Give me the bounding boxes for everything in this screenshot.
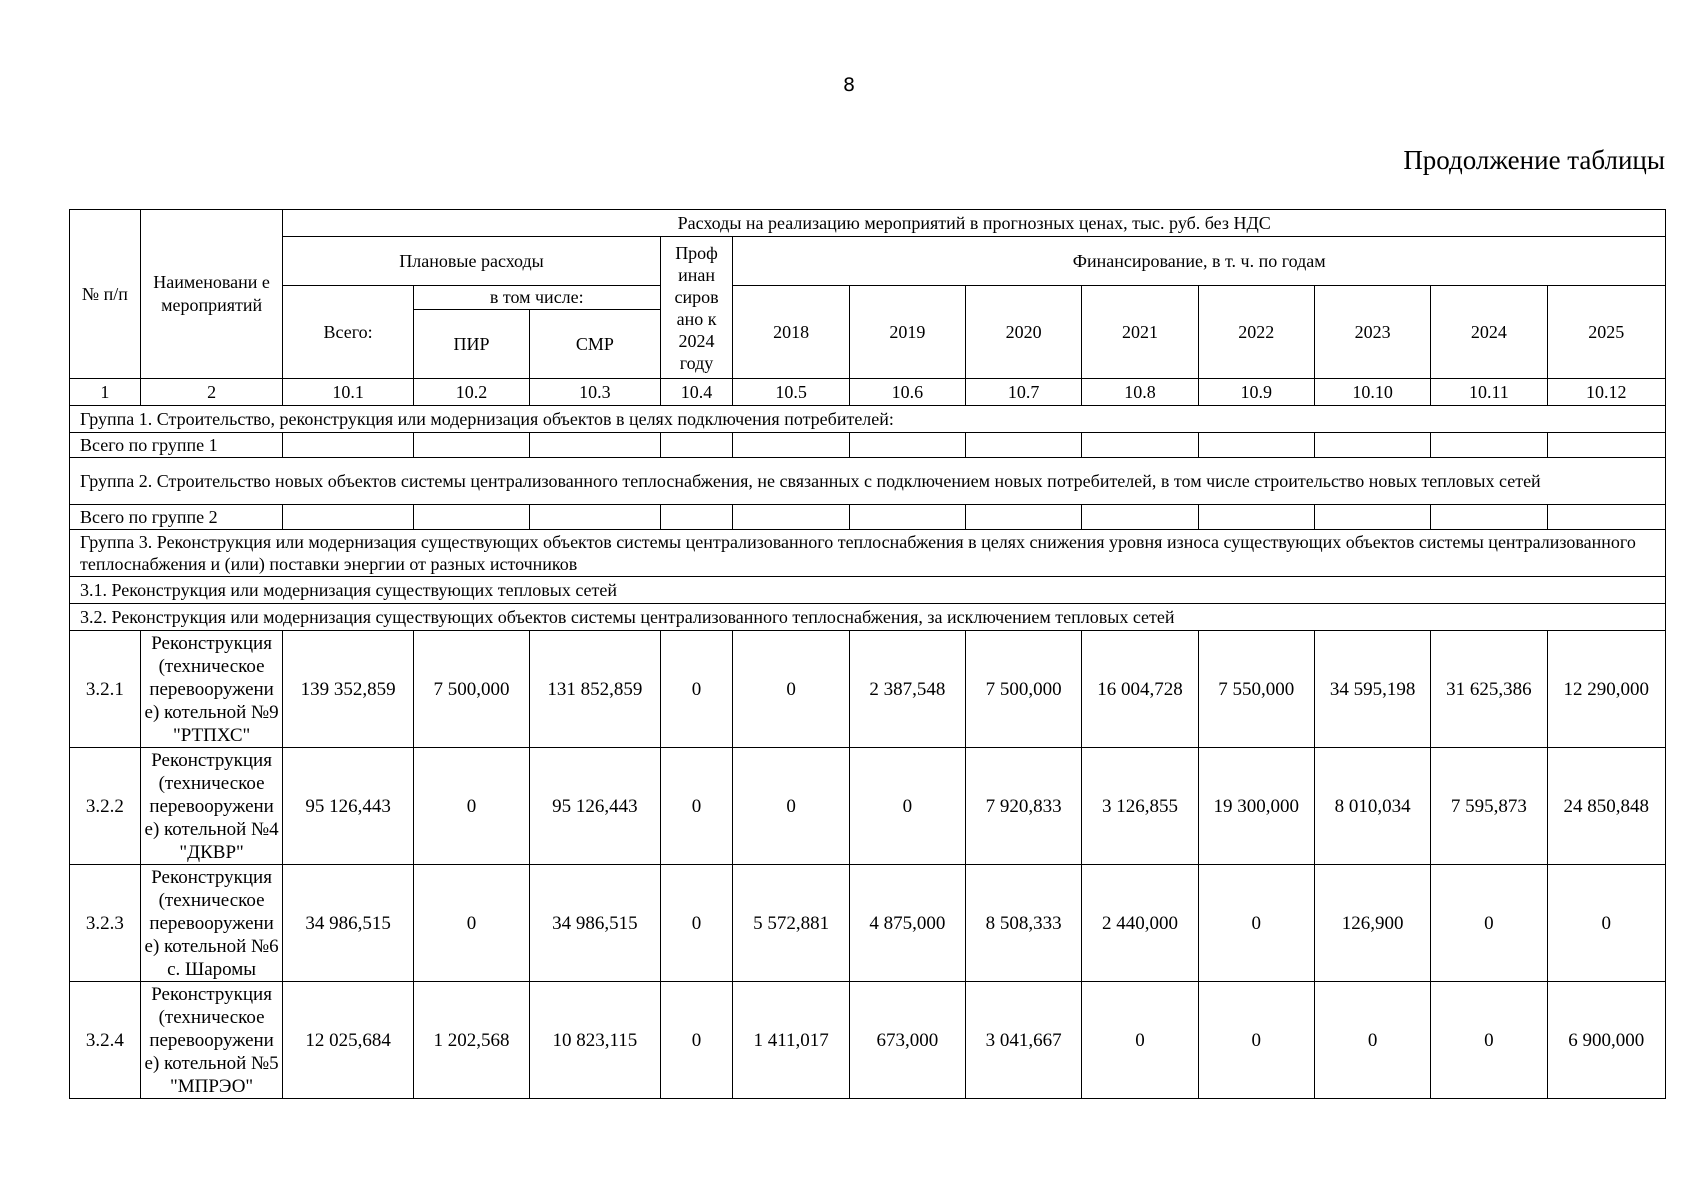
row-value: 10 823,115 [530,982,660,1099]
row-value: 34 595,198 [1314,631,1430,748]
column-number: 1 [70,379,141,406]
row-value: 34 986,515 [530,865,660,982]
empty-cell [530,505,660,530]
column-number: 10.7 [966,379,1082,406]
row-value: 0 [1082,982,1198,1099]
empty-cell [1547,433,1665,458]
empty-cell [413,505,529,530]
row-number: 3.2.2 [70,748,141,865]
column-number: 10.4 [660,379,733,406]
empty-cell [1198,505,1314,530]
column-number: 10.9 [1198,379,1314,406]
subgroup-3-1-title: 3.1. Реконструкция или модернизация существующих тепловых сетей [70,577,1666,604]
continuation-title: Продолжение таблицы [1403,145,1665,175]
row-name: Реконструкция (техническое перевооружени е) котельной №4 "ДКВР" [140,748,283,865]
header-total: Всего: [283,286,413,379]
column-number: 10.11 [1431,379,1547,406]
row-value: 0 [733,748,849,865]
row-value: 4 875,000 [849,865,965,982]
row-value: 0 [413,748,529,865]
row-value: 0 [660,631,733,748]
group-2-total-row [70,505,1666,530]
header-year-2025: 2025 [1547,286,1665,379]
subgroup-3-2-row [70,604,1666,631]
row-value: 0 [660,748,733,865]
column-number: 10.2 [413,379,529,406]
empty-cell [966,505,1082,530]
empty-cell [1547,505,1665,530]
header-year-2018: 2018 [733,286,849,379]
row-name: Реконструкция (техническое перевооружени е) котельной №6 с. Шаромы [140,865,283,982]
empty-cell [660,433,733,458]
header-pir: ПИР [413,310,529,379]
table-row [70,748,1666,865]
group-2-total-label: Всего по группе 2 [70,505,283,530]
row-value: 2 387,548 [849,631,965,748]
group-3-row [70,530,1666,577]
row-value: 7 595,873 [1431,748,1547,865]
page-number: 8 [842,74,856,96]
expenses-table [69,209,1666,1099]
empty-cell [1082,433,1198,458]
row-value: 7 550,000 [1198,631,1314,748]
row-value: 7 500,000 [966,631,1082,748]
header-col-name: Наименовани е мероприятий [140,210,283,379]
row-value: 8 010,034 [1314,748,1430,865]
table-row [70,982,1666,1099]
row-value: 12 290,000 [1547,631,1665,748]
expenses-table-wrapper [69,209,1666,1099]
header-year-2023: 2023 [1314,286,1430,379]
row-value: 31 625,386 [1431,631,1547,748]
column-number-row [70,379,1666,406]
row-value: 7 920,833 [966,748,1082,865]
group-2-row [70,458,1666,505]
row-value: 126,900 [1314,865,1430,982]
row-value: 0 [413,865,529,982]
empty-cell [1314,505,1430,530]
header-smr: СМР [530,310,660,379]
header-year-2022: 2022 [1198,286,1314,379]
row-value: 3 126,855 [1082,748,1198,865]
empty-cell [283,433,413,458]
empty-cell [1431,505,1547,530]
header-year-2019: 2019 [849,286,965,379]
row-value: 34 986,515 [283,865,413,982]
row-value: 0 [1198,865,1314,982]
column-number: 10.5 [733,379,849,406]
empty-cell [1198,433,1314,458]
row-value: 5 572,881 [733,865,849,982]
empty-cell [1082,505,1198,530]
row-value: 6 900,000 [1547,982,1665,1099]
empty-cell [660,505,733,530]
header-prefinanced: Проф инан сиров ано к 2024 году [660,237,733,379]
column-number: 10.8 [1082,379,1198,406]
empty-cell [849,433,965,458]
row-name: Реконструкция (техническое перевооружени е) котельной №9 "РТПХС" [140,631,283,748]
row-value: 1 202,568 [413,982,529,1099]
row-value: 12 025,684 [283,982,413,1099]
empty-cell [283,505,413,530]
header-year-2021: 2021 [1082,286,1198,379]
subgroup-3-2-title: 3.2. Реконструкция или модернизация существующих объектов системы централизованного теплоснабжения, за исключением тепловых сетей [70,604,1666,631]
row-value: 24 850,848 [1547,748,1665,865]
group-1-total-row [70,433,1666,458]
header-year-2024: 2024 [1431,286,1547,379]
empty-cell [1431,433,1547,458]
row-value: 131 852,859 [530,631,660,748]
table-row [70,631,1666,748]
empty-cell [733,433,849,458]
table-row [70,865,1666,982]
column-number: 10.3 [530,379,660,406]
row-value: 7 500,000 [413,631,529,748]
row-value: 0 [660,865,733,982]
row-value: 0 [660,982,733,1099]
column-number: 10.10 [1314,379,1430,406]
row-value: 95 126,443 [283,748,413,865]
empty-cell [1314,433,1430,458]
group-2-title: Группа 2. Строительство новых объектов системы централизованного теплоснабжения, не связанных с подключением новых потребителей, в том числе строительство новых тепловых сетей [70,458,1666,505]
column-number: 10.1 [283,379,413,406]
header-expenses-title: Расходы на реализацию мероприятий в прогнозных ценах, тыс. руб. без НДС [283,210,1666,237]
column-number: 10.12 [1547,379,1665,406]
row-number: 3.2.3 [70,865,141,982]
row-value: 3 041,667 [966,982,1082,1099]
row-value: 139 352,859 [283,631,413,748]
row-value: 0 [733,631,849,748]
row-value: 2 440,000 [1082,865,1198,982]
empty-cell [413,433,529,458]
row-number: 3.2.4 [70,982,141,1099]
row-value: 19 300,000 [1198,748,1314,865]
row-number: 3.2.1 [70,631,141,748]
row-value: 0 [1547,865,1665,982]
empty-cell [530,433,660,458]
header-planned: Плановые расходы [283,237,660,286]
row-value: 0 [1198,982,1314,1099]
row-value: 0 [1431,865,1547,982]
empty-cell [966,433,1082,458]
subgroup-3-1-row [70,577,1666,604]
row-value: 95 126,443 [530,748,660,865]
row-name: Реконструкция (техническое перевооружени е) котельной №5 "МПРЭО" [140,982,283,1099]
group-1-row [70,406,1666,433]
group-1-title: Группа 1. Строительство, реконструкция или модернизация объектов в целях подключения потребителей: [70,406,1666,433]
header-year-2020: 2020 [966,286,1082,379]
empty-cell [733,505,849,530]
header-col-num: № п/п [70,210,141,379]
row-value: 673,000 [849,982,965,1099]
row-value: 0 [1431,982,1547,1099]
column-number: 10.6 [849,379,965,406]
column-number: 2 [140,379,283,406]
row-value: 1 411,017 [733,982,849,1099]
row-value: 8 508,333 [966,865,1082,982]
header-financing: Финансирование, в т. ч. по годам [733,237,1666,286]
empty-cell [849,505,965,530]
row-value: 0 [849,748,965,865]
group-1-total-label: Всего по группе 1 [70,433,283,458]
header-including: в том числе: [413,286,660,310]
group-3-title: Группа 3. Реконструкция или модернизация существующих объектов системы централизованного теплоснабжения в целях снижения уровня износа существующих объектов системы централизованного теплоснабжения и (или) поставки энергии от разных источников [70,530,1666,577]
row-value: 0 [1314,982,1430,1099]
row-value: 16 004,728 [1082,631,1198,748]
